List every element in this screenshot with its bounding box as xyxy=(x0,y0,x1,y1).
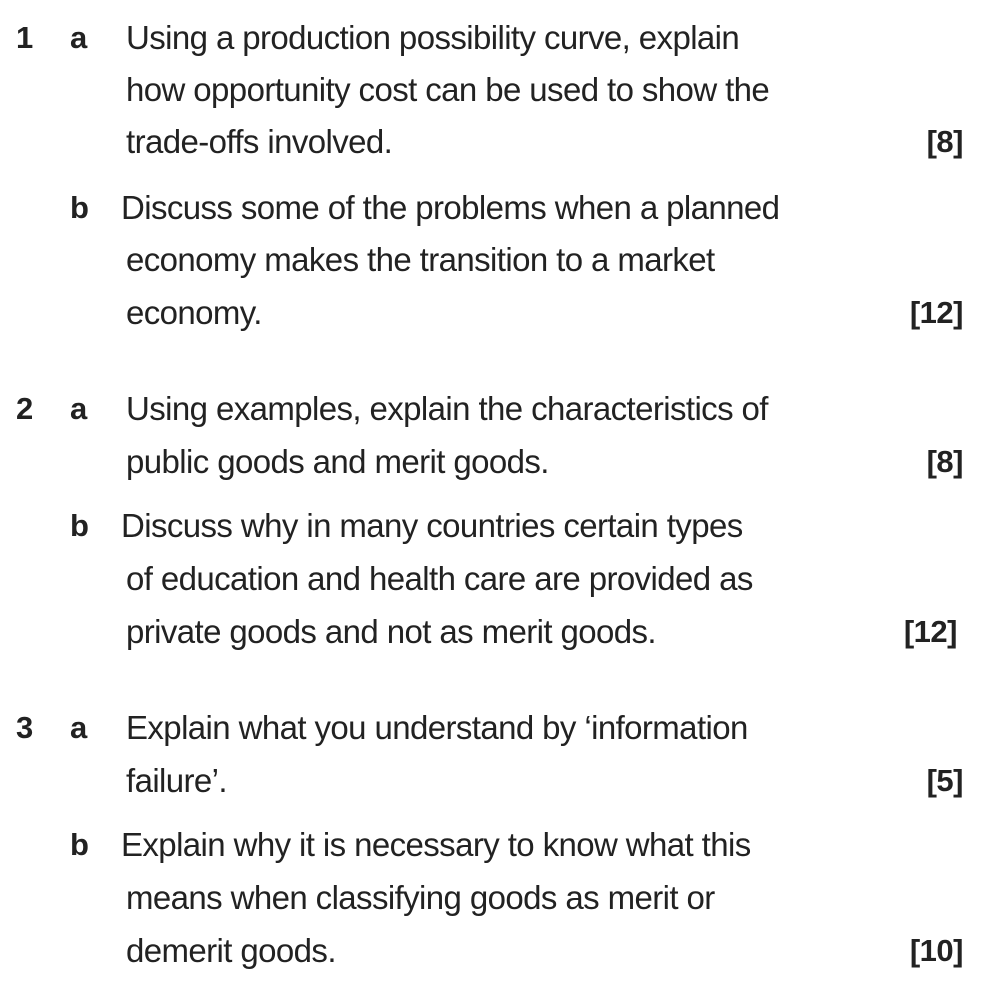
question-text-line: Explain why it is necessary to know what this xyxy=(121,826,751,863)
part-letter: b xyxy=(70,508,89,543)
question-text-line: Using a production possibility curve, explain xyxy=(126,19,740,56)
question-text-line: economy makes the transition to a market xyxy=(126,241,715,278)
question-text-line: economy. xyxy=(126,294,262,331)
part-letter: b xyxy=(70,190,89,225)
part-letter: a xyxy=(70,391,88,426)
marks-label: [8] xyxy=(926,124,963,159)
question-text-line: how opportunity cost can be used to show the xyxy=(126,71,770,108)
part-letter: b xyxy=(70,827,89,862)
marks-label: [12] xyxy=(903,614,957,649)
question-text-line: public goods and merit goods. xyxy=(126,443,549,480)
question-text-line: Discuss why in many countries certain types xyxy=(121,507,743,544)
question-number: 2 xyxy=(16,391,34,426)
question-text-line: failure’. xyxy=(126,762,227,799)
question-text-line: of education and health care are provided as xyxy=(126,560,753,597)
part-letter: a xyxy=(70,710,88,745)
question-text-line: trade-offs involved. xyxy=(126,123,393,160)
marks-label: [10] xyxy=(909,933,963,968)
marks-label: [12] xyxy=(909,295,963,330)
question-number: 3 xyxy=(16,710,34,745)
question-number: 1 xyxy=(16,20,34,55)
question-text-line: Discuss some of the problems when a planned xyxy=(121,189,780,226)
marks-label: [5] xyxy=(926,763,963,798)
question-text-line: demerit goods. xyxy=(126,932,336,969)
question-text-line: private goods and not as merit goods. xyxy=(126,613,656,650)
question-text-line: Using examples, explain the characteristics of xyxy=(126,390,768,427)
question-text-line: means when classifying goods as merit or xyxy=(126,879,715,916)
part-letter: a xyxy=(70,20,88,55)
question-text-line: Explain what you understand by ‘information xyxy=(126,709,748,746)
marks-label: [8] xyxy=(926,444,963,479)
